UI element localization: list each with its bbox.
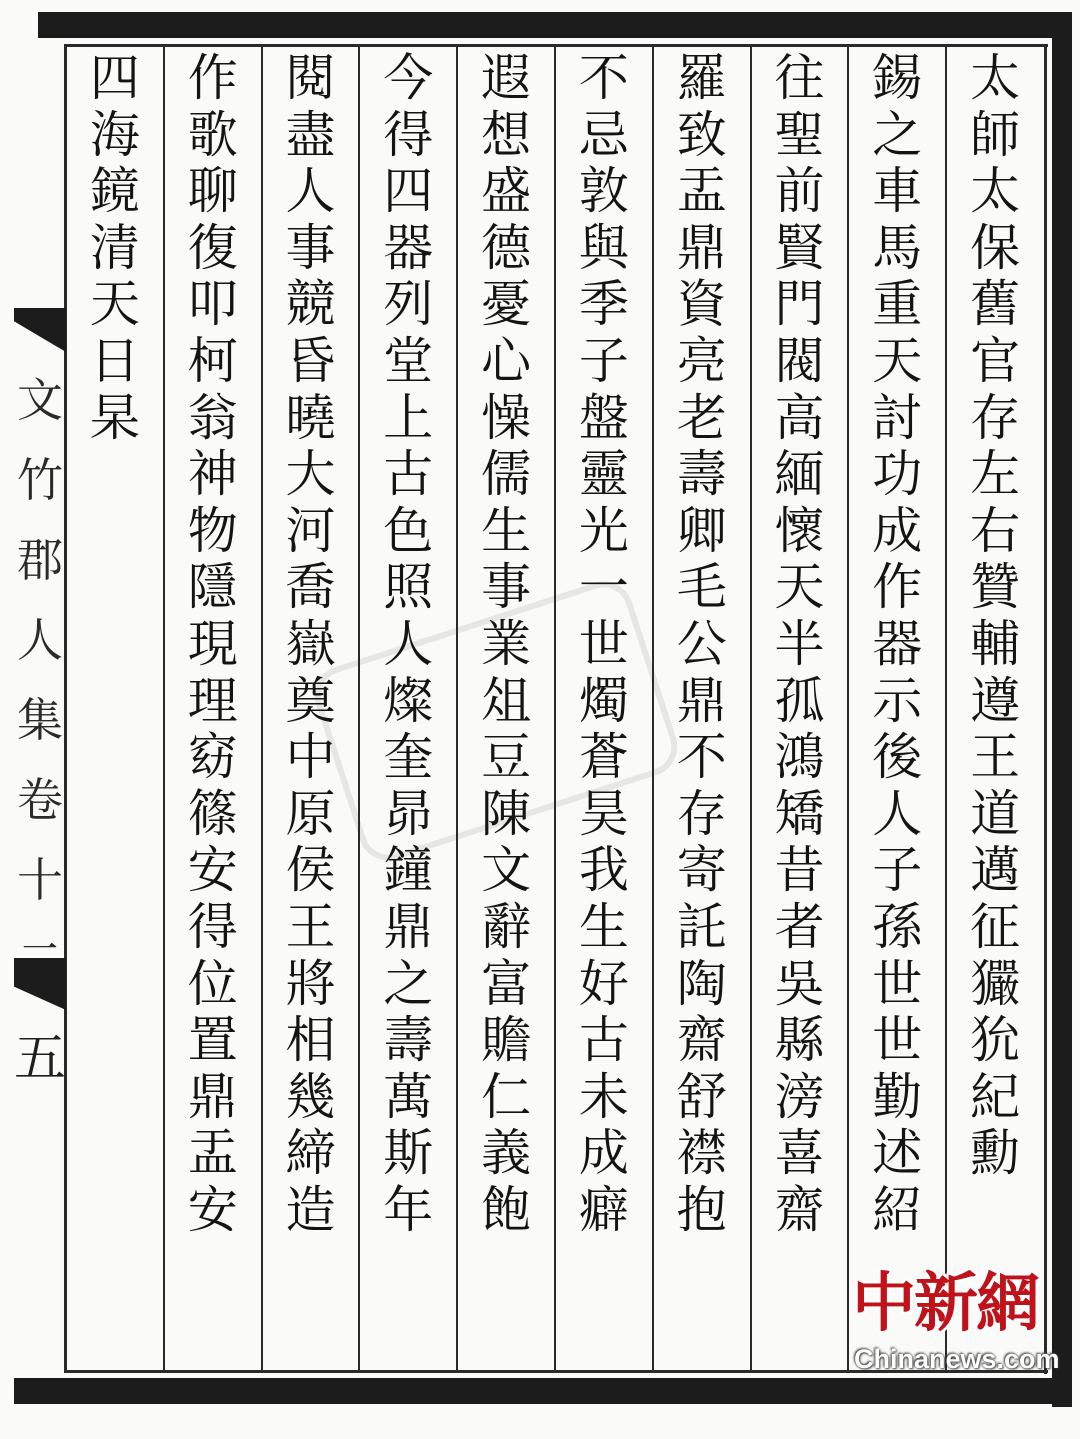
glyph: 成 [872, 501, 923, 560]
glyph: 託 [676, 897, 727, 956]
glyph: 右 [970, 501, 1021, 560]
glyph: 高 [774, 388, 825, 447]
glyph: 卿 [676, 501, 727, 560]
glyph: 滂 [774, 1067, 825, 1126]
glyph: 保 [970, 218, 1021, 277]
column-rule [163, 44, 165, 1372]
chinanews-watermark [832, 1268, 1068, 1388]
glyph: 鼎 [187, 1067, 238, 1126]
glyph: 色 [383, 501, 434, 560]
glyph: 德 [481, 218, 532, 277]
glyph: 仁 [481, 1067, 532, 1126]
glyph: 得 [383, 105, 434, 164]
glyph: 壽 [383, 1011, 434, 1070]
glyph: 幾 [285, 1067, 336, 1126]
glyph: 往 [774, 49, 825, 107]
margin-title-glyph: 郡 [17, 533, 63, 587]
glyph: 將 [285, 954, 336, 1013]
glyph: 矯 [774, 784, 825, 843]
glyph: 鴻 [774, 728, 825, 787]
glyph: 縣 [774, 1011, 825, 1070]
glyph: 事 [285, 218, 336, 277]
glyph: 燭 [578, 671, 629, 730]
glyph: 示 [872, 671, 923, 730]
glyph: 錫 [872, 49, 923, 107]
glyph: 造 [285, 1180, 336, 1239]
glyph: 文 [481, 841, 532, 900]
glyph: 師 [970, 105, 1021, 164]
glyph: 重 [872, 275, 923, 334]
glyph: 寄 [676, 841, 727, 900]
glyph: 日 [89, 331, 140, 390]
glyph: 懆 [481, 388, 532, 447]
glyph: 窈 [187, 728, 238, 787]
text-column [75, 50, 155, 1366]
glyph: 毛 [676, 558, 727, 617]
glyph: 紀 [970, 1067, 1021, 1126]
glyph: 鏡 [89, 162, 140, 221]
glyph: 四 [89, 49, 140, 107]
glyph: 鼎 [676, 218, 727, 277]
glyph: 好 [578, 954, 629, 1013]
glyph: 中 [285, 728, 336, 787]
glyph: 原 [285, 784, 336, 843]
glyph: 業 [481, 614, 532, 673]
glyph: 器 [383, 218, 434, 277]
glyph: 天 [774, 558, 825, 617]
glyph: 官 [970, 331, 1021, 390]
glyph: 奎 [383, 728, 434, 787]
glyph: 堂 [383, 331, 434, 390]
glyph: 相 [285, 1011, 336, 1070]
glyph: 今 [383, 49, 434, 107]
glyph: 大 [285, 445, 336, 504]
glyph: 得 [187, 897, 238, 956]
glyph: 王 [970, 728, 1021, 787]
glyph: 斯 [383, 1124, 434, 1183]
glyph: 太 [970, 49, 1021, 107]
glyph: 上 [383, 388, 434, 447]
glyph: 存 [970, 388, 1021, 447]
glyph: 邁 [970, 841, 1021, 900]
glyph: 子 [578, 331, 629, 390]
glyph: 列 [383, 275, 434, 334]
glyph: 緬 [774, 445, 825, 504]
glyph: 昔 [774, 841, 825, 900]
glyph: 道 [970, 784, 1021, 843]
glyph: 我 [578, 841, 629, 900]
text-column [955, 50, 1035, 1366]
glyph: 篠 [187, 784, 238, 843]
glyph: 古 [578, 1011, 629, 1070]
watermark-site: Chinanews.com [854, 1344, 1060, 1374]
glyph: 事 [481, 558, 532, 617]
glyph: 昏 [285, 331, 336, 390]
glyph: 天 [872, 331, 923, 390]
glyph: 老 [676, 388, 727, 447]
glyph: 半 [774, 614, 825, 673]
glyph: 盡 [285, 105, 336, 164]
glyph: 理 [187, 671, 238, 730]
glyph: 人 [383, 614, 434, 673]
glyph: 安 [187, 1180, 238, 1239]
text-column [662, 50, 742, 1366]
glyph: 功 [872, 445, 923, 504]
glyph: 舊 [970, 275, 1021, 334]
glyph: 器 [872, 614, 923, 673]
glyph: 忌 [578, 105, 629, 164]
frame-right-border [1052, 12, 1072, 1407]
glyph: 征 [970, 897, 1021, 956]
glyph: 靈 [578, 445, 629, 504]
glyph: 不 [676, 728, 727, 787]
lower-fishtail-mark [14, 958, 66, 1010]
glyph: 存 [676, 784, 727, 843]
glyph: 王 [285, 897, 336, 956]
glyph: 古 [383, 445, 434, 504]
glyph: 之 [383, 954, 434, 1013]
glyph: 天 [89, 275, 140, 334]
glyph: 陶 [676, 954, 727, 1013]
glyph: 四 [383, 162, 434, 221]
glyph: 心 [481, 331, 532, 390]
glyph: 隱 [187, 558, 238, 617]
glyph: 柯 [187, 331, 238, 390]
text-column [368, 50, 448, 1366]
glyph: 燦 [383, 671, 434, 730]
glyph: 勤 [872, 1067, 923, 1126]
column-rule [945, 44, 947, 1372]
glyph: 討 [872, 388, 923, 447]
glyph: 陳 [481, 784, 532, 843]
glyph: 想 [481, 105, 532, 164]
glyph: 昴 [383, 784, 434, 843]
glyph: 翁 [187, 388, 238, 447]
glyph: 萬 [383, 1067, 434, 1126]
glyph: 昊 [578, 784, 629, 843]
column-rule [261, 44, 263, 1372]
glyph: 遵 [970, 671, 1021, 730]
glyph: 義 [481, 1124, 532, 1183]
glyph: 杲 [89, 388, 140, 447]
glyph: 照 [383, 558, 434, 617]
glyph: 致 [676, 105, 727, 164]
glyph: 紹 [872, 1180, 923, 1239]
glyph: 贊 [970, 558, 1021, 617]
column-rule [358, 44, 360, 1372]
margin-title-glyph: 十 [17, 853, 63, 907]
column-rule [847, 44, 849, 1372]
glyph: 世 [872, 954, 923, 1013]
glyph: 清 [89, 218, 140, 277]
glyph: 競 [285, 275, 336, 334]
glyph: 作 [187, 49, 238, 107]
glyph: 生 [481, 501, 532, 560]
glyph: 吳 [774, 954, 825, 1013]
text-column [760, 50, 840, 1366]
column-rule [456, 44, 458, 1372]
glyph: 人 [872, 784, 923, 843]
glyph: 位 [187, 954, 238, 1013]
margin-title-glyph: 人 [17, 613, 63, 667]
glyph: 神 [187, 445, 238, 504]
inner-top-rule [64, 44, 1048, 47]
glyph: 子 [872, 841, 923, 900]
watermark-logo: 中新網 [852, 1267, 1038, 1341]
glyph: 季 [578, 275, 629, 334]
glyph: 奠 [285, 671, 336, 730]
glyph: 述 [872, 1124, 923, 1183]
glyph: 與 [578, 218, 629, 277]
glyph: 締 [285, 1124, 336, 1183]
glyph: 現 [187, 614, 238, 673]
frame-top-border [38, 12, 1068, 38]
glyph: 敦 [578, 162, 629, 221]
margin-title-glyph: 卷 [17, 773, 63, 827]
text-column [173, 50, 253, 1366]
glyph: 亮 [676, 331, 727, 390]
glyph: 玁 [970, 954, 1021, 1013]
glyph: 鼎 [676, 671, 727, 730]
glyph: 孫 [872, 897, 923, 956]
column-rule [750, 44, 752, 1372]
glyph: 喜 [774, 1124, 825, 1183]
glyph: 鼎 [383, 897, 434, 956]
margin-title-glyph: 集 [17, 693, 63, 747]
text-column [466, 50, 546, 1366]
glyph: 富 [481, 954, 532, 1013]
glyph: 壽 [676, 445, 727, 504]
glyph: 世 [872, 1011, 923, 1070]
glyph: 後 [872, 728, 923, 787]
glyph: 光 [578, 501, 629, 560]
glyph: 聊 [187, 162, 238, 221]
glyph: 資 [676, 275, 727, 334]
glyph: 癖 [578, 1180, 629, 1239]
glyph: 左 [970, 445, 1021, 504]
glyph: 門 [774, 275, 825, 334]
glyph: 作 [872, 558, 923, 617]
glyph: 飽 [481, 1180, 532, 1239]
column-rule [652, 44, 654, 1372]
glyph: 閱 [285, 49, 336, 107]
glyph: 太 [970, 162, 1021, 221]
glyph: 盛 [481, 162, 532, 221]
glyph: 齋 [676, 1011, 727, 1070]
glyph: 輔 [970, 614, 1021, 673]
glyph: 辭 [481, 897, 532, 956]
glyph: 安 [187, 841, 238, 900]
glyph: 俎 [481, 671, 532, 730]
glyph: 贍 [481, 1011, 532, 1070]
glyph: 復 [187, 218, 238, 277]
upper-fishtail-mark [14, 308, 66, 352]
glyph: 狁 [970, 1011, 1021, 1070]
glyph: 勳 [970, 1124, 1021, 1183]
column-rule [554, 44, 556, 1372]
glyph: 者 [774, 897, 825, 956]
glyph: 未 [578, 1067, 629, 1126]
glyph: 之 [872, 105, 923, 164]
margin-title-glyph: 竹 [17, 453, 63, 507]
glyph: 置 [187, 1011, 238, 1070]
glyph: 生 [578, 897, 629, 956]
glyph: 喬 [285, 558, 336, 617]
text-column [271, 50, 351, 1366]
glyph: 公 [676, 614, 727, 673]
glyph: 蒼 [578, 728, 629, 787]
glyph: 一 [578, 558, 629, 617]
glyph: 抱 [676, 1180, 727, 1239]
glyph: 儒 [481, 445, 532, 504]
glyph: 羅 [676, 49, 727, 107]
glyph: 孤 [774, 671, 825, 730]
glyph: 齋 [774, 1180, 825, 1239]
glyph: 物 [187, 501, 238, 560]
text-column [564, 50, 644, 1366]
folio-number: 五 [14, 1029, 67, 1089]
inner-right-rule [1044, 44, 1047, 1374]
glyph: 豆 [481, 728, 532, 787]
glyph: 河 [285, 501, 336, 560]
glyph: 馬 [872, 218, 923, 277]
glyph: 成 [578, 1124, 629, 1183]
glyph: 盤 [578, 388, 629, 447]
glyph: 懷 [774, 501, 825, 560]
margin-title-glyph: 文 [17, 373, 63, 427]
glyph: 人 [285, 162, 336, 221]
block-heart-title [14, 360, 66, 920]
glyph: 叩 [187, 275, 238, 334]
glyph: 舒 [676, 1067, 727, 1126]
glyph: 車 [872, 162, 923, 221]
glyph: 遐 [481, 49, 532, 107]
glyph: 閥 [774, 331, 825, 390]
text-column [857, 50, 937, 1366]
glyph: 不 [578, 49, 629, 107]
glyph: 年 [383, 1180, 434, 1239]
glyph: 盂 [187, 1124, 238, 1183]
glyph: 鐘 [383, 841, 434, 900]
glyph: 侯 [285, 841, 336, 900]
glyph: 曉 [285, 388, 336, 447]
glyph: 憂 [481, 275, 532, 334]
glyph: 歌 [187, 105, 238, 164]
glyph: 世 [578, 614, 629, 673]
glyph: 襟 [676, 1124, 727, 1183]
glyph: 聖 [774, 105, 825, 164]
glyph: 賢 [774, 218, 825, 277]
glyph: 海 [89, 105, 140, 164]
glyph: 前 [774, 162, 825, 221]
glyph: 嶽 [285, 614, 336, 673]
glyph: 盂 [676, 162, 727, 221]
